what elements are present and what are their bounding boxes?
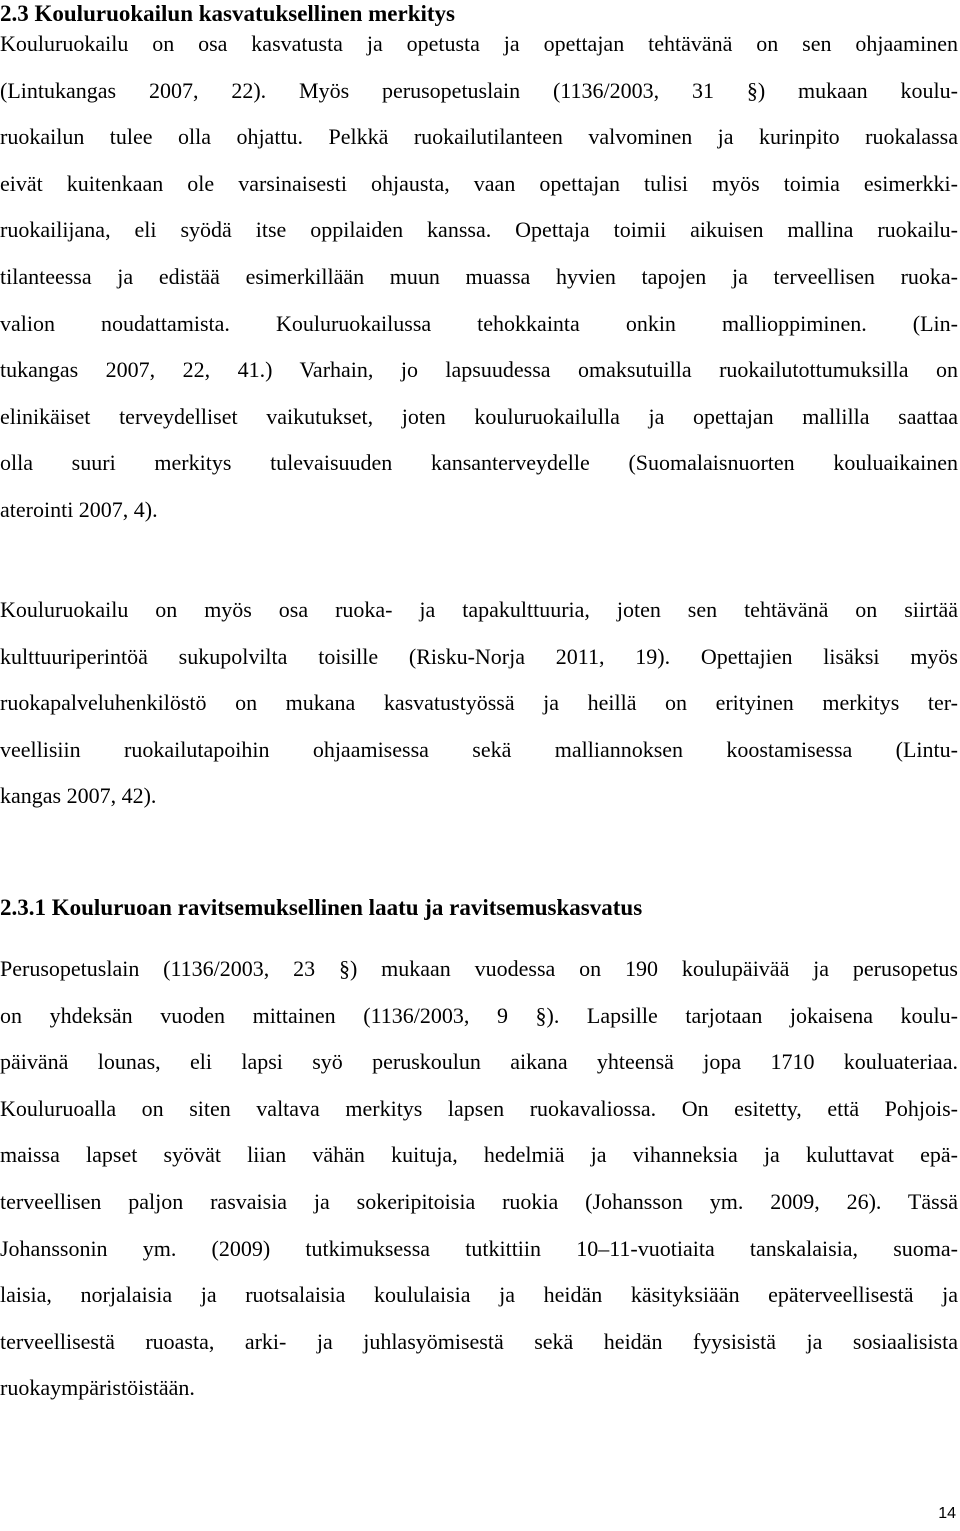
paragraph-line: (Lintukangas 2007, 22). Myös perusopetuslain (1136/2003, 31 §) mukaan koulu- (0, 77, 958, 103)
paragraph-line: olla suuri merkitys tulevaisuuden kansanterveydelle (Suomalaisnuorten kouluaikainen (0, 450, 958, 476)
paragraph-line: ruokaympäristöistään. (0, 1375, 195, 1401)
paragraph-2 (0, 587, 958, 820)
paragraph-3 (0, 946, 958, 1412)
paragraph-line: kulttuuriperintöä sukupolvilta toisille (Risku-Norja 2011, 19). Opettajien lisäksi myös (0, 643, 958, 669)
paragraph-line: laisia, norjalaisia ja ruotsalaisia koululaisia ja heidän käsityksiään epäterveellisestä ja (0, 1282, 958, 1308)
paragraph-line: ruokailijana, eli syödä itse oppilaiden kanssa. Opettaja toimii aikuisen mallina ruokailu- (0, 217, 958, 243)
subsection-heading: 2.3.1 Kouluruoan ravitsemuksellinen laatu ja ravitsemuskasvatus (0, 895, 643, 920)
paragraph-1 (0, 21, 958, 534)
paragraph-line: terveellisestä ruoasta, arki- ja juhlasyömisestä sekä heidän fyysisistä ja sosiaalisista (0, 1328, 958, 1354)
paragraph-line: aterointi 2007, 4). (0, 496, 158, 522)
paragraph-line: valion noudattamista. Kouluruokailussa tehokkainta onkin mallioppiminen. (Lin- (0, 310, 958, 336)
paragraph-line: tilanteessa ja edistää esimerkillään muun muassa hyvien tapojen ja terveellisen ruoka- (0, 263, 958, 289)
paragraph-line: tukangas 2007, 22, 41.) Varhain, jo lapsuudessa omaksutuilla ruokailutottumuksilla on (0, 357, 958, 383)
paragraph-line: on yhdeksän vuoden mittainen (1136/2003, 9 §). Lapsille tarjotaan jokaisena koulu- (0, 1002, 958, 1028)
page-number: 14 (938, 1505, 956, 1522)
paragraph-line: eivät kuitenkaan ole varsinaisesti ohjausta, vaan opettajan tulisi myös toimia esimerkki- (0, 170, 958, 196)
paragraph-line: Perusopetuslain (1136/2003, 23 §) mukaan vuodessa on 190 koulupäivää ja perusopetus (0, 956, 958, 981)
paragraph-line: ruokailun tulee olla ohjattu. Pelkkä ruokailutilanteen valvominen ja kurinpito ruokalassa (0, 124, 958, 150)
paragraph-line: kangas 2007, 42). (0, 783, 157, 809)
paragraph-line: Kouluruokailu on myös osa ruoka- ja tapakulttuuria, joten sen tehtävänä on siirtää (0, 597, 958, 622)
paragraph-line: Johanssonin ym. (2009) tutkimuksessa tutkittiin 10–11-vuotiaita tanskalaisia, suoma- (0, 1235, 958, 1261)
paragraph-line: maissa lapset syövät liian vähän kuituja, hedelmiä ja vihanneksia ja kuluttavat epä- (0, 1142, 958, 1168)
paragraph-line: ruokapalveluhenkilöstö on mukana kasvatustyössä ja heillä on erityinen merkitys ter- (0, 690, 958, 716)
paragraph-line: elinikäiset terveydelliset vaikutukset, joten kouluruokailulla ja opettajan mallilla saattaa (0, 403, 958, 429)
paragraph-line: Kouluruokailu on osa kasvatusta ja opetusta ja opettajan tehtävänä on sen ohjaaminen (0, 31, 958, 56)
paragraph-line: päivänä lounas, eli lapsi syö peruskoulun aikana yhteensä jopa 1710 kouluateriaa. (0, 1049, 958, 1075)
paragraph-line: terveellisen paljon rasvaisia ja sokeripitoisia ruokia (Johansson ym. 2009, 26). Tässä (0, 1188, 958, 1214)
paragraph-line: Kouluruoalla on siten valtava merkitys lapsen ruokavaliossa. On esitetty, että Pohjois- (0, 1095, 958, 1121)
paragraph-line: veellisiin ruokailutapoihin ohjaamisessa sekä malliannoksen koostamisessa (Lintu- (0, 736, 958, 762)
section-heading: 2.3 Kouluruokailun kasvatuksellinen merkitys (0, 1, 455, 26)
